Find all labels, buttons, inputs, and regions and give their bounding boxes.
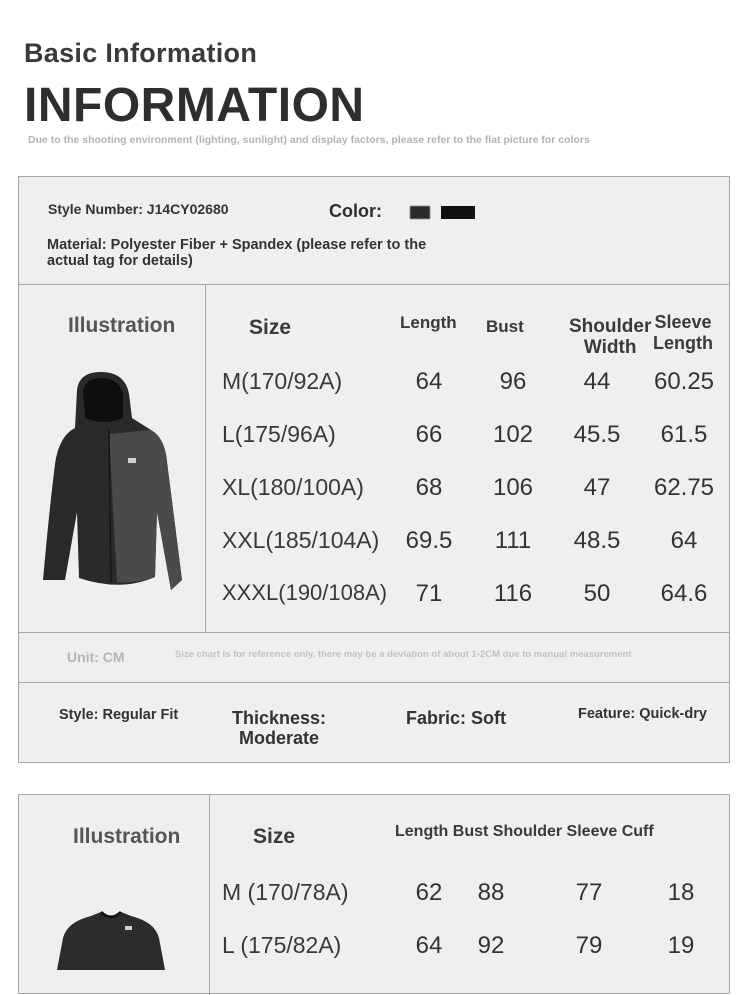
unit-label: Unit: CM bbox=[67, 649, 125, 665]
sleeve-cell: 62.75 bbox=[653, 474, 715, 501]
measurement-disclaimer: Size chart is for reference only, there may be a deviation of about 1-2CM due to manual measurement bbox=[175, 649, 632, 660]
length-cell: 66 bbox=[415, 421, 443, 448]
size-cell: XL(180/100A) bbox=[222, 474, 364, 500]
divider bbox=[19, 284, 729, 285]
col-header-length: Length bbox=[400, 313, 457, 332]
length-cell: 64 bbox=[415, 932, 443, 959]
sleeve-cell: 64 bbox=[670, 527, 698, 554]
bust-cell: 102 bbox=[492, 421, 534, 448]
size-cell: M(170/92A) bbox=[222, 368, 343, 394]
length-cell: 71 bbox=[415, 580, 443, 607]
shoulder-cell: 47 bbox=[583, 474, 611, 501]
jacket-illustration-icon bbox=[39, 372, 184, 597]
shoulder-cell: 45.5 bbox=[573, 421, 621, 448]
feature-thickness: Thickness: Moderate bbox=[232, 708, 327, 748]
cuff-cell: 18 bbox=[667, 879, 695, 906]
col-header-sleeve: Sleeve Length bbox=[653, 312, 713, 353]
length-cell: 64 bbox=[415, 368, 443, 395]
col-headers-combined: Length Bust Shoulder Sleeve Cuff bbox=[395, 823, 654, 840]
bust-cell: 88 bbox=[477, 879, 505, 906]
col-header-shoulder: Shoulder Width bbox=[569, 316, 652, 358]
bust-cell: 96 bbox=[499, 368, 527, 395]
length-cell: 69.5 bbox=[405, 527, 453, 554]
size-chart-shirt bbox=[18, 794, 730, 994]
sleeve-cell: 60.25 bbox=[653, 368, 715, 395]
sleeve-cell: 61.5 bbox=[660, 421, 708, 448]
divider bbox=[209, 795, 210, 995]
divider bbox=[19, 632, 729, 633]
size-cell: L (175/82A) bbox=[222, 932, 342, 958]
size-cell: L(175/96A) bbox=[222, 421, 336, 447]
bust-cell: 116 bbox=[493, 580, 533, 607]
illustration-label: Illustration bbox=[68, 314, 176, 337]
length-cell: 68 bbox=[415, 474, 443, 501]
shoulder-cell: 50 bbox=[583, 580, 611, 607]
feature-quick-dry: Feature: Quick-dry bbox=[578, 706, 707, 722]
size-chart-jacket bbox=[18, 176, 730, 763]
color-swatch-2 bbox=[441, 206, 475, 219]
section-title: Basic Information bbox=[24, 38, 258, 68]
color-note: Due to the shooting environment (lighting, sunlight) and display factors, please refer to the flat picture for colors bbox=[28, 134, 590, 146]
col-header-size: Size bbox=[249, 316, 292, 339]
cuff-cell: 19 bbox=[667, 932, 695, 959]
col-header-bust: Bust bbox=[486, 317, 524, 336]
style-number: Style Number: J14CY02680 bbox=[48, 201, 229, 217]
color-swatch-1 bbox=[410, 206, 430, 219]
size-cell: XXXL(190/108A) bbox=[222, 580, 388, 605]
shoulder-cell: 48.5 bbox=[573, 527, 621, 554]
size-cell: XXL(185/104A) bbox=[222, 527, 380, 553]
sleeve-cell: 77 bbox=[575, 879, 603, 906]
sleeve-cell: 64.6 bbox=[660, 580, 708, 607]
feature-style: Style: Regular Fit bbox=[59, 707, 179, 723]
col-header-size: Size bbox=[253, 825, 296, 848]
bust-cell: 111 bbox=[494, 527, 532, 554]
shoulder-cell: 44 bbox=[583, 368, 611, 395]
length-cell: 62 bbox=[415, 879, 443, 906]
bust-cell: 92 bbox=[477, 932, 505, 959]
divider bbox=[19, 682, 729, 683]
banner-title: INFORMATION bbox=[24, 79, 365, 132]
illustration-label: Illustration bbox=[73, 825, 181, 848]
feature-fabric: Fabric: Soft bbox=[406, 708, 507, 728]
divider bbox=[205, 284, 206, 632]
color-label: Color: bbox=[329, 201, 382, 221]
size-cell: M (170/78A) bbox=[222, 879, 349, 905]
material-info: Material: Polyester Fiber + Spandex (please refer to the actual tag for details) bbox=[47, 237, 427, 269]
bust-cell: 106 bbox=[492, 474, 534, 501]
sleeve-cell: 79 bbox=[575, 932, 603, 959]
